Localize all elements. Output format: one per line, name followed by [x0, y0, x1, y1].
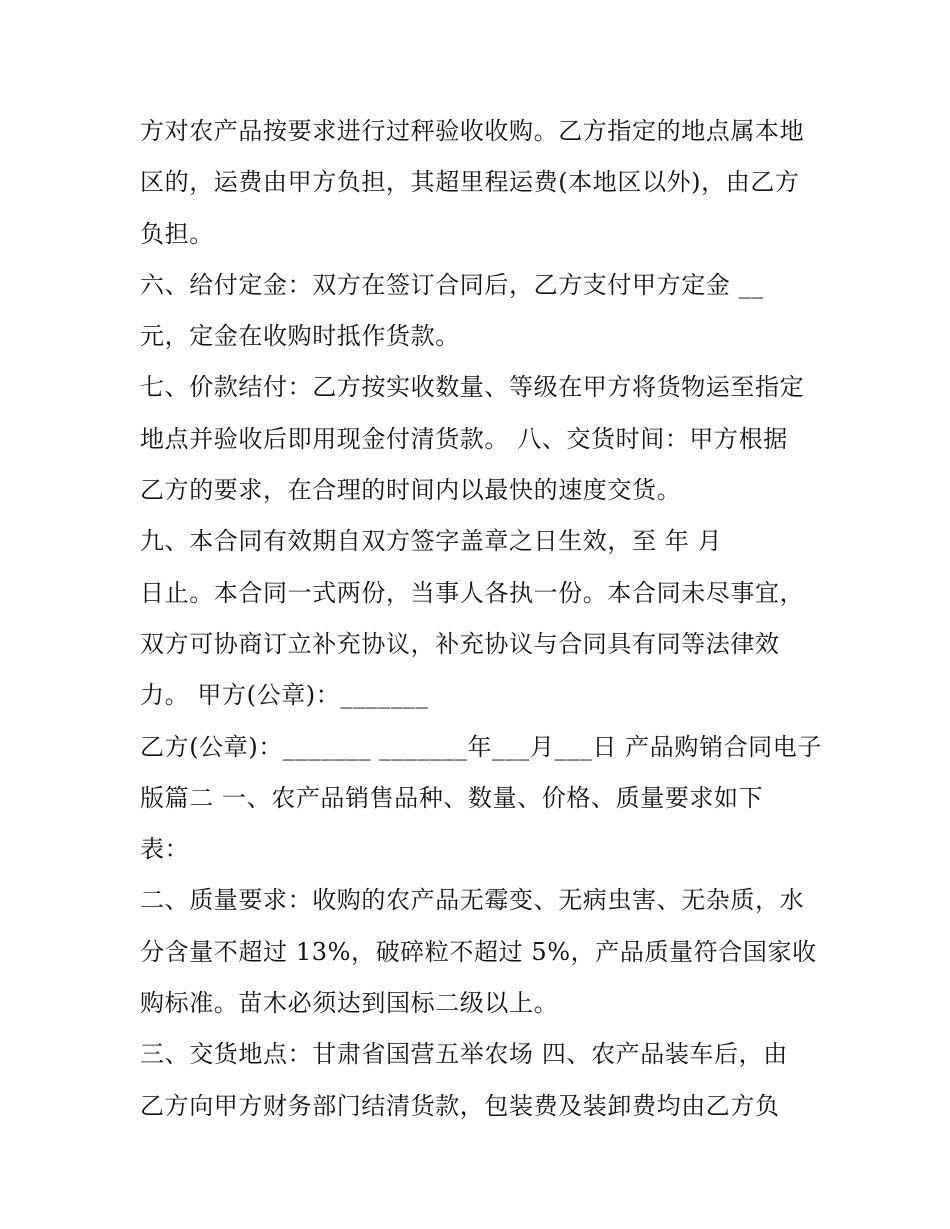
text-line: 二、质量要求：收购的农产品无霉变、无病虫害、无杂质，水 [140, 886, 805, 915]
text-line: 双方可协商订立补充协议，补充协议与合同具有同等法律效 [140, 629, 780, 658]
text-line: 乙方的要求，在合理的时间内以最快的速度交货。 [140, 476, 682, 505]
text-line: 区的，运费由甲方负担，其超里程运费(本地区以外)，由乙方 [140, 168, 800, 197]
text-line: 乙方向甲方财务部门结清货款，包装费及装卸费均由乙方负 [140, 1091, 780, 1120]
text-line: 购标准。苗木必须达到国标二级以上。 [140, 989, 559, 1018]
text-line: 三、交货地点：甘肃省国营五举农场 四、农产品装车后，由 [140, 1040, 788, 1069]
text-line: 地点并验收后即用现金付清货款。 八、交货时间：甲方根据 [140, 424, 788, 453]
text-line: 力。 甲方(公章)：_______ [140, 681, 429, 710]
text-line: 元，定金在收购时抵作货款。 [140, 322, 460, 351]
text-line: 六、给付定金：双方在签订合同后，乙方支付甲方定金 __ [140, 270, 764, 299]
text-line: 七、价款结付：乙方按实收数量、等级在甲方将货物运至指定 [140, 373, 805, 402]
text-line: 日止。本合同一式两份，当事人各执一份。本合同未尽事宜， [140, 578, 805, 607]
text-line: 方对农产品按要求进行过秤验收收购。乙方指定的地点属本地 [140, 117, 805, 145]
contract-text-body [140, 106, 840, 1132]
text-line: 乙方(公章)：_______ _______年___月___日 产品购销合同电子 [140, 732, 822, 761]
text-line: 版篇二 一、农产品销售品种、数量、价格、质量要求如下 [140, 783, 764, 812]
text-line: 负担。 [140, 219, 214, 248]
text-line: 九、本合同有效期自双方签字盖章之日生效，至 年 月 [140, 527, 723, 556]
text-line: 分含量不超过 13%，破碎粒不超过 5%，产品质量符合国家收 [140, 937, 817, 966]
text-line: 表： [140, 835, 190, 864]
